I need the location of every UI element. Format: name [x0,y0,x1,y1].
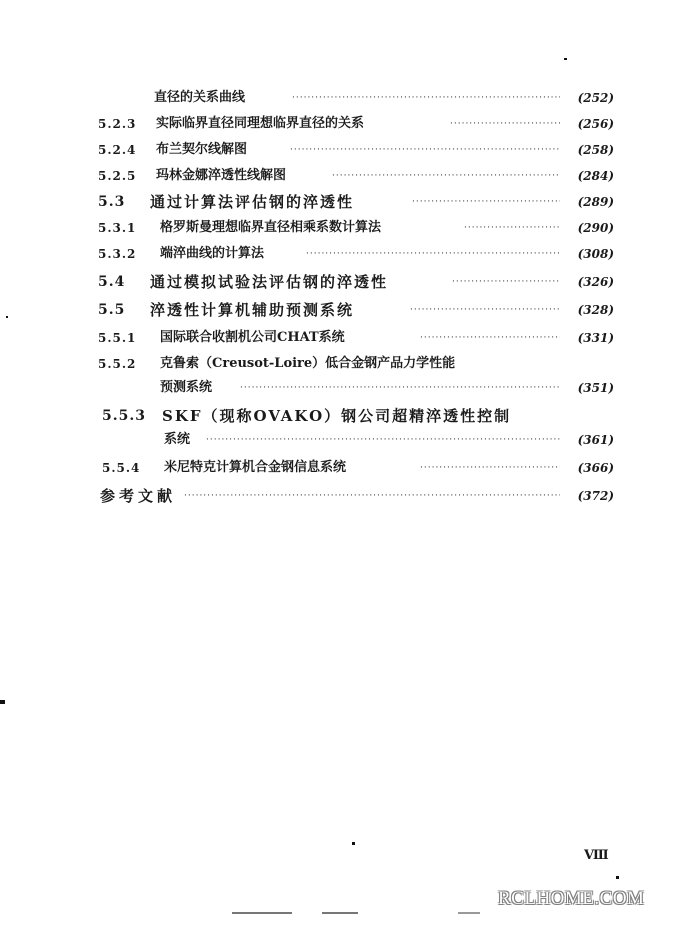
toc-entry-title: 参考文献 [100,487,177,505]
scan-speck [6,316,8,318]
toc-entry-title: 淬透性计算机辅助预测系统 [150,301,355,319]
dot-leader [290,138,560,162]
toc-entry-title: 通过计算法评估钢的淬透性 [150,193,355,211]
toc-entry-number: 5.5 [98,302,126,318]
toc-entry-page: (351) [577,381,614,395]
toc-entry-title: 系统 [164,432,191,447]
toc-entry-number: 5.5.3 [102,408,146,424]
dot-leader [306,242,560,266]
page-folio: Ⅷ [584,848,608,863]
toc-entry-number: 5.5.2 [98,357,137,371]
watermark: RCLHOME.COM [498,888,645,909]
toc-entry-page: (289) [577,195,614,209]
scan-speck [0,700,5,704]
toc-entry-number: 5.3.1 [98,221,137,235]
dot-leader [206,428,560,452]
toc-entry-title: 实际临界直径同理想临界直径的关系 [156,116,365,131]
toc-entry-title: 通过模拟试验法评估钢的淬透性 [150,273,389,291]
dot-leader [292,86,560,110]
toc-entry-number: 5.4 [98,274,126,290]
dot-leader [420,456,560,480]
toc-entry-title: 克鲁索（Creusot-Loire）低合金钢产品力学性能 [160,356,456,371]
dot-leader [452,270,560,294]
toc-entry-page: (256) [577,117,614,131]
dot-leader [412,190,560,214]
dot-leader [410,298,560,322]
scan-speck [352,842,355,845]
toc-entry-page: (284) [577,169,614,183]
dot-leader [450,112,560,136]
scan-speck [232,912,292,914]
toc-entry-page: (328) [577,303,614,317]
toc-entry-title: 端淬曲线的计算法 [160,246,265,261]
dot-leader [332,164,560,188]
toc-entry-page: (331) [577,331,614,345]
dot-leader [464,216,560,240]
toc-entry-number: 5.2.5 [98,169,137,183]
toc-entry-number: 5.5.4 [102,461,141,475]
toc-entry-title: 布兰契尔线解图 [156,142,248,157]
toc-entry-title: 直径的关系曲线 [154,90,246,105]
toc-entry-number: 5.3 [98,194,126,210]
scan-speck [564,58,567,60]
toc-entry-title: 格罗斯曼理想临界直径相乘系数计算法 [160,220,382,235]
dot-leader [240,376,560,400]
toc-entry-page: (258) [577,143,614,157]
dot-leader [184,484,560,508]
toc-entry-number: 5.3.2 [98,247,137,261]
scan-speck [322,912,358,914]
toc-entry-title: 预测系统 [160,380,213,395]
toc-entry-page: (361) [577,433,614,447]
toc-entry-page: (308) [577,247,614,261]
toc-entry-page: (372) [577,489,614,503]
toc-entry-title: 米尼特克计算机合金钢信息系统 [164,460,347,475]
toc-entry-page: (326) [577,275,614,289]
toc-entry-title: SKF（现称OVAKO）钢公司超精淬透性控制 [162,407,512,425]
toc-entry-title: 国际联合收割机公司CHAT系统 [160,330,345,345]
toc-entry-title: 玛林金娜淬透性线解图 [156,168,287,183]
toc-entry-page: (290) [577,221,614,235]
scan-speck [458,912,480,914]
dot-leader [420,326,560,350]
toc-entry-number: 5.5.1 [98,331,137,345]
toc-entry-page: (366) [577,461,614,475]
toc-entry-number: 5.2.4 [98,143,137,157]
toc-entry-page: (252) [577,91,614,105]
scan-speck [616,876,619,879]
toc-entry-number: 5.2.3 [98,117,137,131]
